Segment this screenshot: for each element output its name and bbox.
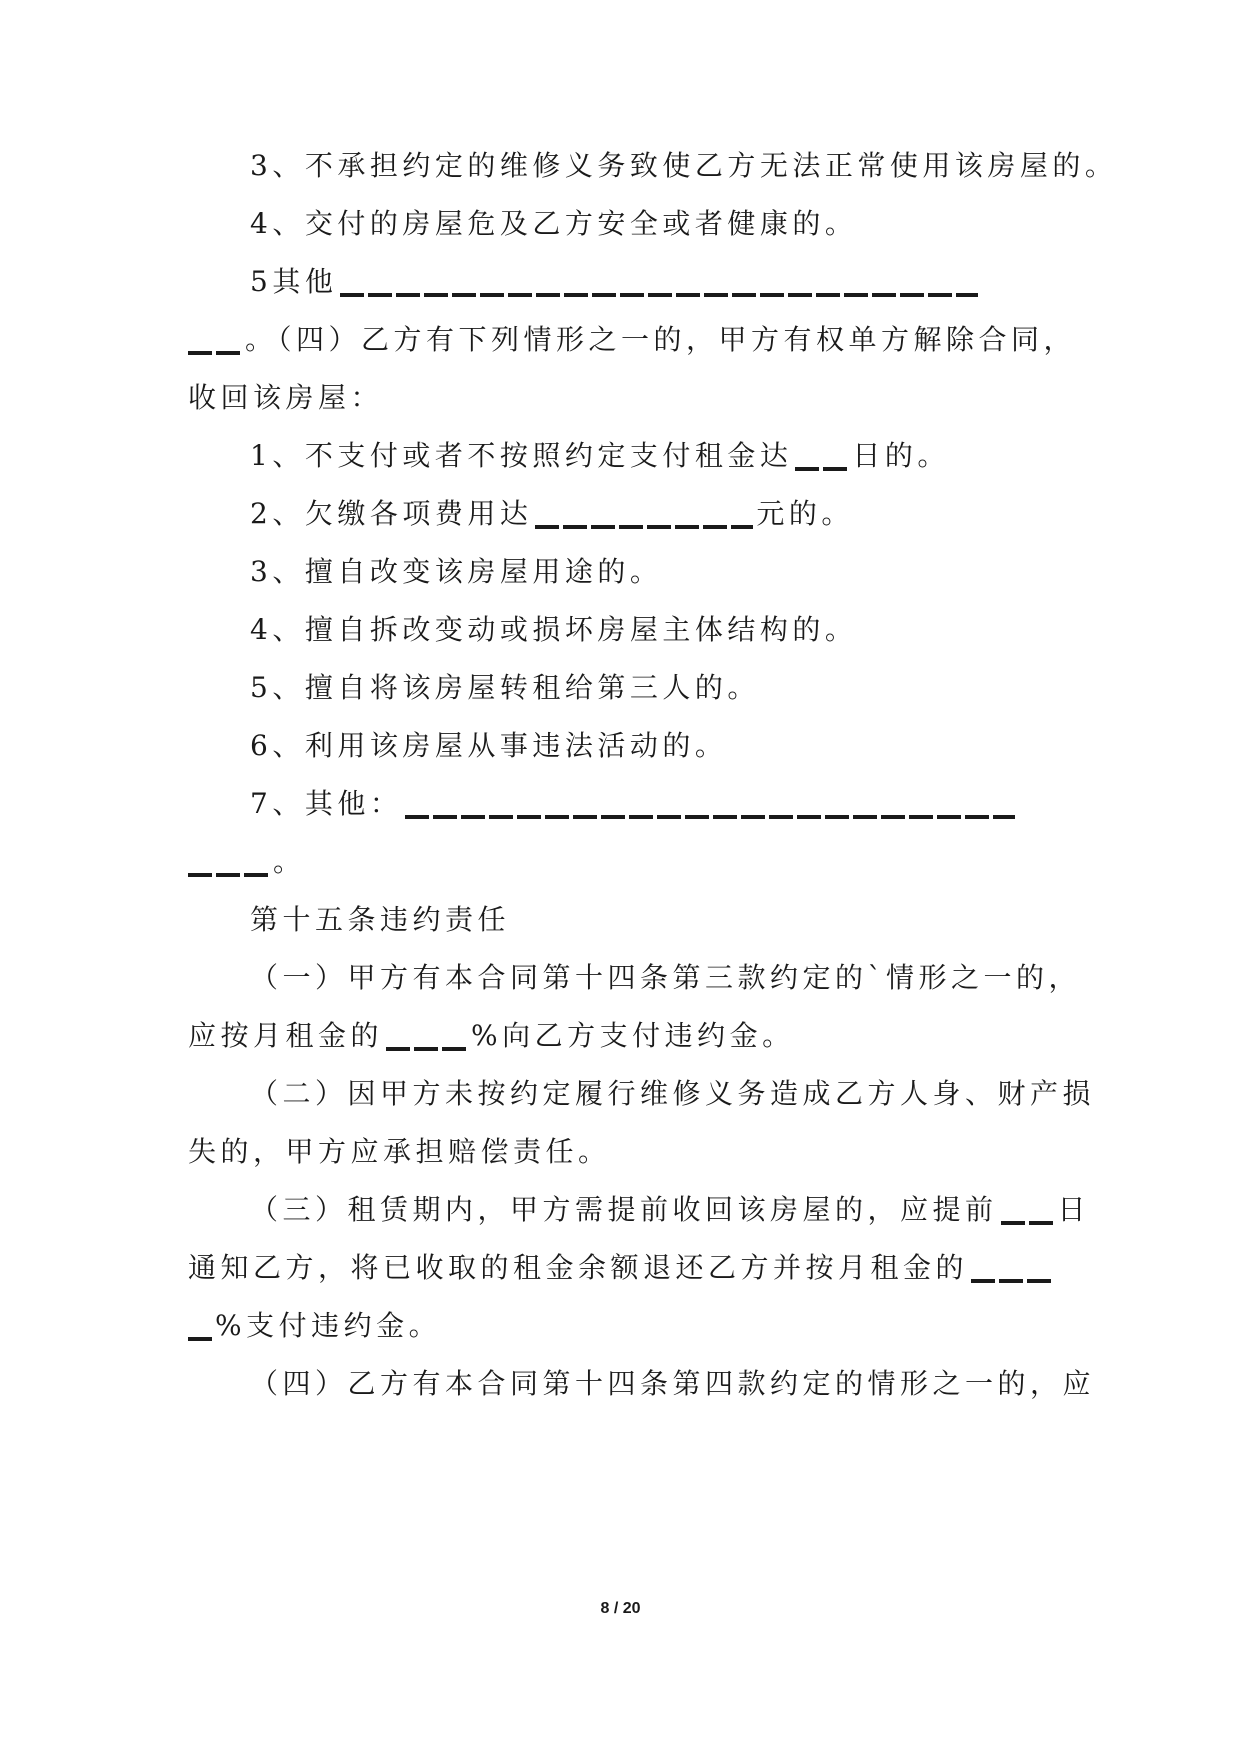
fill-in-blank xyxy=(188,851,270,877)
paragraph-line: 1、不支付或者不按照约定支付租金达 日的。 xyxy=(250,439,950,472)
paragraph-line: （二）因甲方未按约定履行维修义务造成乙方人身、财产损 xyxy=(250,1077,1096,1110)
fill-in-blank xyxy=(188,329,242,355)
paragraph-line: 。（四）乙方有下列情形之一的，甲方有权单方解除合同， xyxy=(0,320,1241,360)
fill-in-blank xyxy=(340,271,978,297)
page-number: 8 / 20 xyxy=(600,1600,641,1617)
paragraph-line: 收回该房屋： xyxy=(188,381,384,414)
fill-in-blank xyxy=(405,793,1015,819)
paragraph-line: 5其他 xyxy=(0,262,1241,302)
fill-in-blank xyxy=(1001,1199,1055,1225)
paragraph-line: 6、利用该房屋从事违法活动的。 xyxy=(250,729,728,762)
fill-in-blank xyxy=(386,1025,468,1051)
paragraph-line: 7、其他： xyxy=(0,784,1241,824)
paragraph-line: %支付违约金。 xyxy=(0,1306,1241,1346)
fill-in-blank xyxy=(188,1315,212,1341)
paragraph-line: 5、擅自将该房屋转租给第三人的。 xyxy=(250,671,760,704)
paragraph-line: 4、擅自拆改变动或损坏房屋主体结构的。 xyxy=(250,613,858,646)
paragraph-line: 应按月租金的 %向乙方支付违约金。 xyxy=(188,1019,795,1052)
paragraph-line: 4、交付的房屋危及乙方安全或者健康的。 xyxy=(250,207,858,240)
paragraph-line: 3、不承担约定的维修义务致使乙方无法正常使用该房屋的。 xyxy=(250,149,1118,182)
paragraph-line: 3、擅自改变该房屋用途的。 xyxy=(250,555,663,588)
fill-in-blank xyxy=(795,445,849,471)
paragraph-line: （三）租赁期内，甲方需提前收回该房屋的，应提前 日 xyxy=(250,1193,1091,1226)
paragraph-line: 通知乙方，将已收取的租金余额退还乙方并按月租金的 xyxy=(0,1248,1241,1288)
fill-in-blank xyxy=(535,503,753,529)
paragraph-line: 2、欠缴各项费用达 元的。 xyxy=(250,497,854,530)
fill-in-blank xyxy=(971,1257,1053,1283)
paragraph-line: （一）甲方有本合同第十四条第三款约定的`情形之一的， xyxy=(250,961,1082,994)
paragraph-line: 失的，甲方应承担赔偿责任。 xyxy=(188,1135,611,1168)
paragraph-line: （四）乙方有本合同第十四条第四款约定的情形之一的，应 xyxy=(250,1367,1096,1400)
section-heading: 第十五条违约责任 xyxy=(250,903,511,936)
paragraph-line: 。 xyxy=(0,842,1241,882)
